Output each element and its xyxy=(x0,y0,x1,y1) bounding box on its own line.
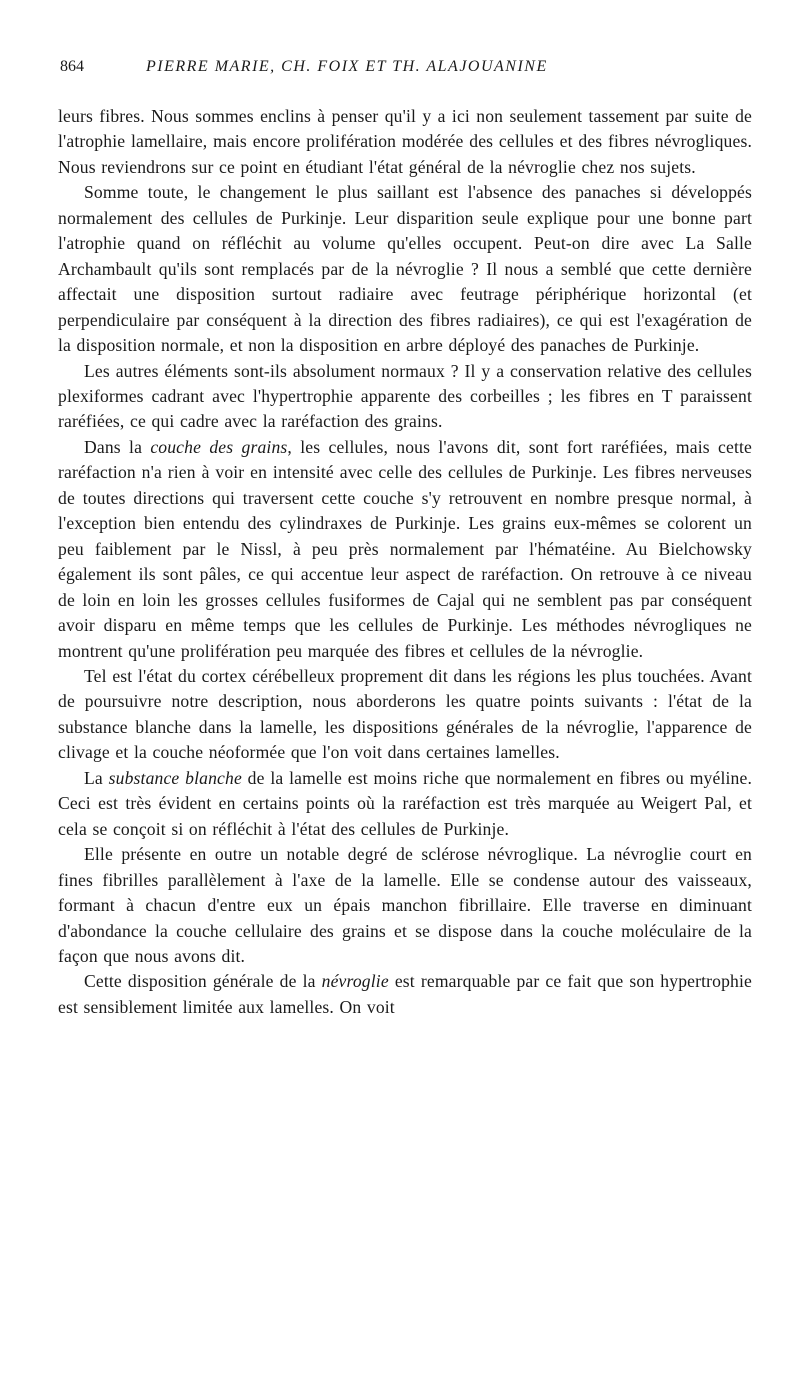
paragraph-4-after: , les cellules, nous l'avons dit, sont fort raréfiées, mais cette raréfaction n'a rien à voir en intensité avec celle des cellules de Purkinje. Les fibres nerveuses de toutes directions qui traversent cette couche s'y retrouvent en nombre presque normal, à l'exception bien entendu des cylindraxes de Purkinje. Les grains eux-mêmes se colorent un peu faiblement par le Nissl, à peu près normalement par l'hématéine. Au Bielchowsky également ils sont pâles, ce qui accentue leur aspect de raréfaction. On retrouve à ce niveau de loin en loin les grosses cellules fusiformes de Cajal qui ne semblent pas par conséquent avoir disparu en même temps que les cellules de Purkinje. Les méthodes névrogliques ne montrent qu'une prolifération peu marquée des fibres et cellules de la névroglie. xyxy=(58,436,752,661)
paragraph-6-emphasis: substance blanche xyxy=(108,767,242,788)
paragraph-8-emphasis: névroglie xyxy=(321,971,389,992)
page-header xyxy=(60,58,750,84)
paragraph-6-after: de la lamelle est moins riche que normalement en fibres ou myéline. Ceci est très évident en certains points où la raréfaction est très marquée au Weigert Pal, et cela se conçoit si on réfléchit à l'état des cellules de Purkinje. xyxy=(58,767,752,839)
paragraph-7: Elle présente en outre un notable degré de sclérose névroglique. La névroglie court en fines fibrilles parallèlement à l'axe de la lamelle. Elle se condense autour des vaisseaux, formant à chacun d'entre eux un épais manchon fibrillaire. Elle traverse en diminuant d'abondance la couche cellulaire des grains et se dispose dans la couche moléculaire de la façon que nous avons dit. xyxy=(58,844,752,966)
paragraph-3: Les autres éléments sont-ils absolument normaux ? Il y a conservation relative des cellules plexiformes cadrant avec l'hypertrophie apparente des corbeilles ; les fibres en T paraissent raréfiées, ce qui cadre avec la raréfaction des grains. xyxy=(58,360,752,432)
paragraph-5: Tel est l'état du cortex cérébelleux proprement dit dans les régions les plus touchées. Avant de poursuivre notre description, nous aborderons les quatre points suivants : l'état de la substance blanche dans la lamelle, les dispositions générales de la névroglie, l'apparence de clivage et la couche néoformée que l'on voit dans certaines lamelles. xyxy=(58,665,752,763)
paragraph-8-before: Cette disposition générale de la xyxy=(84,971,322,992)
paragraph-6 xyxy=(58,766,752,842)
body-text xyxy=(58,104,752,1020)
paragraph-6-before: La xyxy=(84,767,109,788)
paragraph-8-after: est remarquable par ce fait que son hypertrophie est sensiblement limitée aux lamelles. On voit xyxy=(58,971,753,1017)
paragraph-8 xyxy=(58,969,752,1020)
paragraph-4-before: Dans la xyxy=(84,436,151,457)
paragraph-4-emphasis: couche des grains xyxy=(150,436,288,457)
page-number: 864 xyxy=(60,58,84,75)
paragraph-2: Somme toute, le changement le plus saillant est l'absence des panaches si développés normalement des cellules de Purkinje. Leur disparition seule explique pour une bonne part l'atrophie quand on réfléchit au volume qu'elles occupent. Peut-on dire avec La Salle Archambault qu'ils sont remplacés par de la névroglie ? Il nous a semblé que cette dernière affectait une disposition surtout radiaire avec feutrage périphérique horizontal (et perpendiculaire par conséquent à la direction des fibres radiaires), ce qui est l'exagération de la disposition normale, et non la disposition en arbre déployé des panaches de Purkinje. xyxy=(58,182,752,356)
running-head: PIERRE MARIE, CH. FOIX ET TH. ALAJOUANINE xyxy=(146,58,548,75)
paragraph-1: leurs fibres. Nous sommes enclins à penser qu'il y a ici non seulement tassement par suite de l'atrophie lamellaire, mais encore prolifération modérée des cellules et des fibres névrogliques. Nous reviendrons sur ce point en étudiant l'état général de la névroglie chez nos sujets. xyxy=(58,106,752,177)
paragraph-4 xyxy=(58,435,752,664)
